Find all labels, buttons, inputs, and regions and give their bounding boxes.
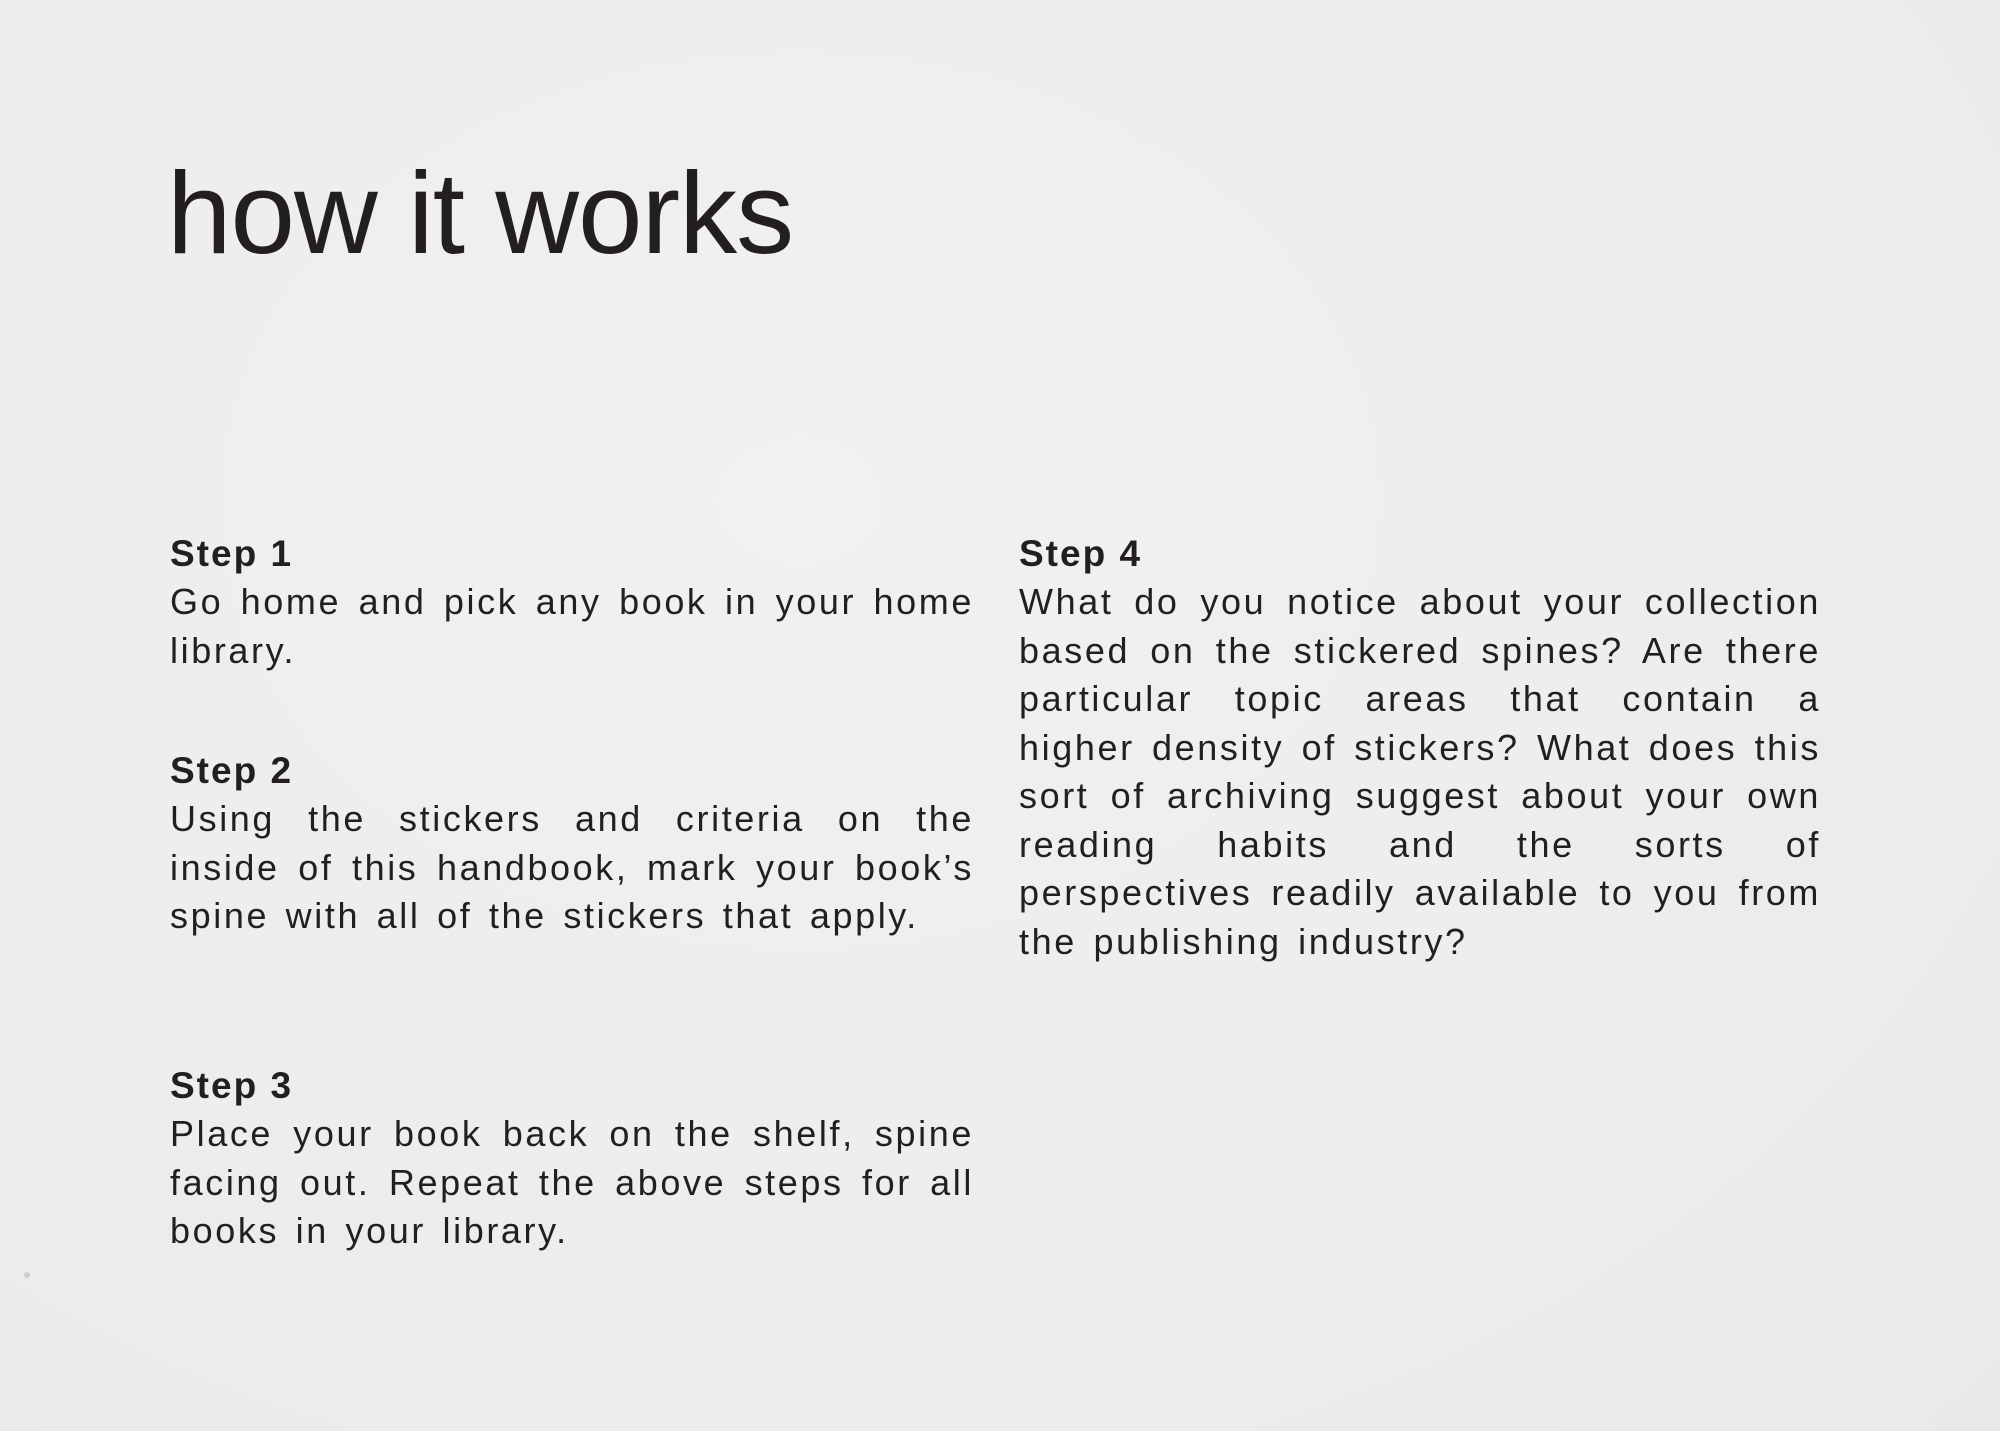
step-1-section: [170, 530, 974, 675]
step-2-heading: Step 2: [170, 750, 294, 791]
step-3-section: [170, 1062, 974, 1256]
step-4-heading: Step 4: [1019, 533, 1143, 574]
step-1-body: Go home and pick any book in your home library.: [170, 581, 974, 671]
step-4-body: What do you notice about your collection based on the stickered spines? Are there particular topic areas that contain a higher density of stickers? What does this sort of archiving suggest about your own reading habits and the sorts of perspectives readily available to you from the publishing industry?: [1019, 581, 1821, 962]
step-2-body: Using the stickers and criteria on the inside of this handbook, mark your book’s spine with all of the stickers that apply.: [170, 798, 974, 936]
step-4-section: [1019, 530, 1821, 966]
page-title: how it works: [167, 148, 794, 278]
paper-speck: [24, 1272, 30, 1278]
step-3-body: Place your book back on the shelf, spine facing out. Repeat the above steps for all books in your library.: [170, 1113, 974, 1251]
step-3-heading: Step 3: [170, 1065, 294, 1106]
step-2-section: [170, 747, 974, 941]
step-1-heading: Step 1: [170, 533, 294, 574]
